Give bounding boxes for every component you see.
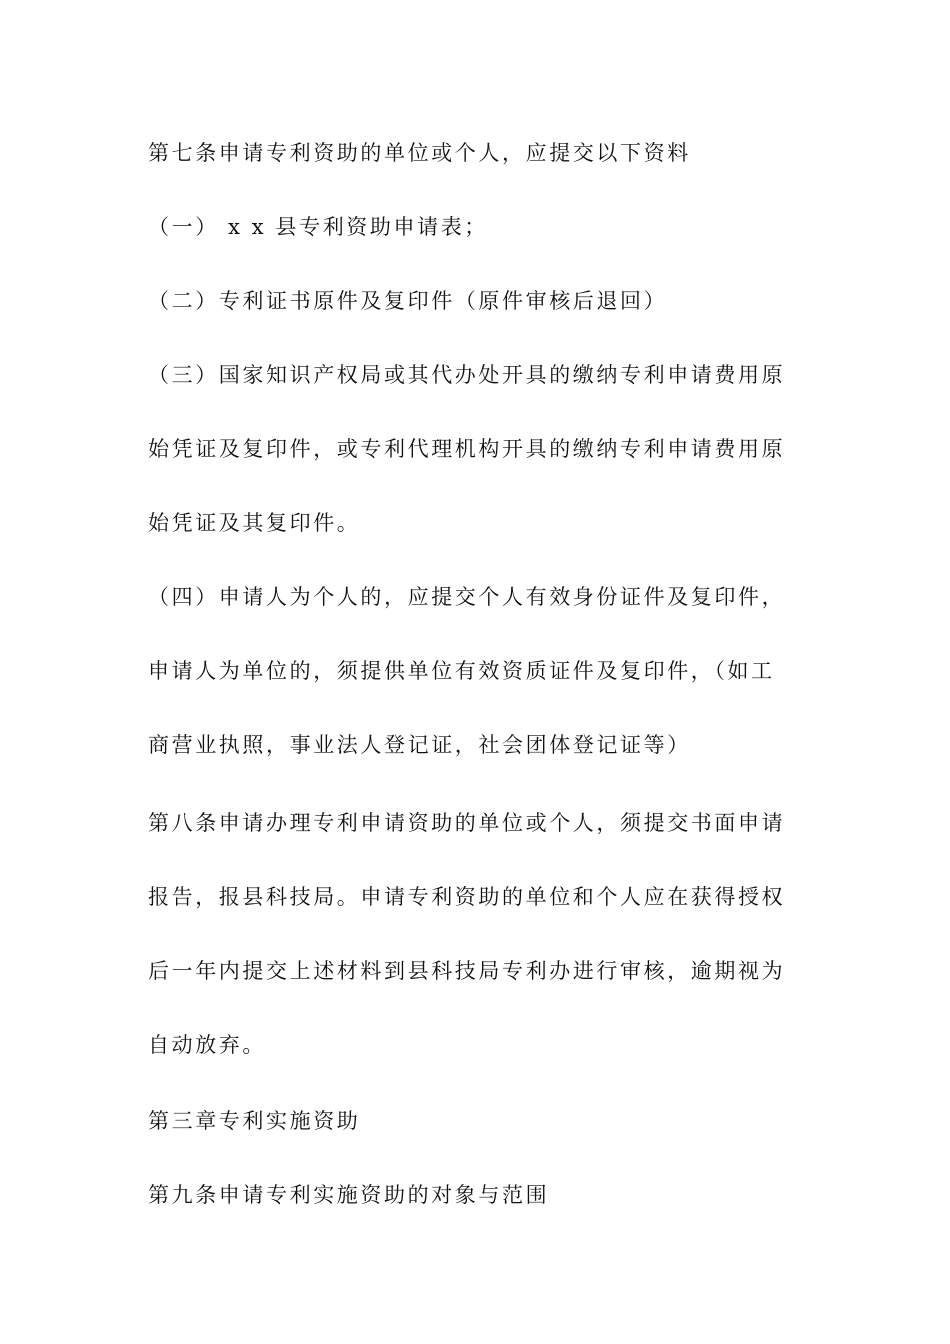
article-7-heading: 第七条申请专利资助的单位或个人，应提交以下资料 bbox=[148, 141, 691, 165]
article-8-line-3: 后一年内提交上述材料到县科技局专利办进行审核，逾期视为 bbox=[148, 959, 786, 983]
item-4-identity-line-1: （四）申请人为个人的，应提交个人有效身份证件及复印件， bbox=[148, 585, 786, 609]
article-8-line-1: 第八条申请办理专利申请资助的单位或个人，须提交书面申请 bbox=[148, 811, 786, 835]
item-3-fee-voucher-line-3: 始凭证及其复印件。 bbox=[148, 511, 361, 535]
item-1-application-form: （一） x x 县专利资助申请表； bbox=[148, 215, 488, 239]
article-8-line-4: 自动放弃。 bbox=[148, 1033, 266, 1057]
item-3-fee-voucher-line-1: （三）国家知识产权局或其代办处开具的缴纳专利申请费用原 bbox=[148, 363, 786, 387]
chapter-3-heading: 第三章专利实施资助 bbox=[148, 1109, 361, 1133]
item-3-fee-voucher-line-2: 始凭证及复印件，或专利代理机构开具的缴纳专利申请费用原 bbox=[148, 437, 786, 461]
item-2-patent-certificate: （二）专利证书原件及复印件（原件审核后退回） bbox=[148, 289, 668, 313]
item-4-identity-line-3: 商营业执照，事业法人登记证，社会团体登记证等） bbox=[148, 733, 691, 757]
item-4-identity-line-2: 申请人为单位的，须提供单位有效资质证件及复印件，（如工 bbox=[148, 659, 775, 683]
article-8-line-2: 报告，报县科技局。申请专利资助的单位和个人应在获得授权 bbox=[148, 885, 786, 909]
article-9-heading: 第九条申请专利实施资助的对象与范围 bbox=[148, 1183, 550, 1207]
